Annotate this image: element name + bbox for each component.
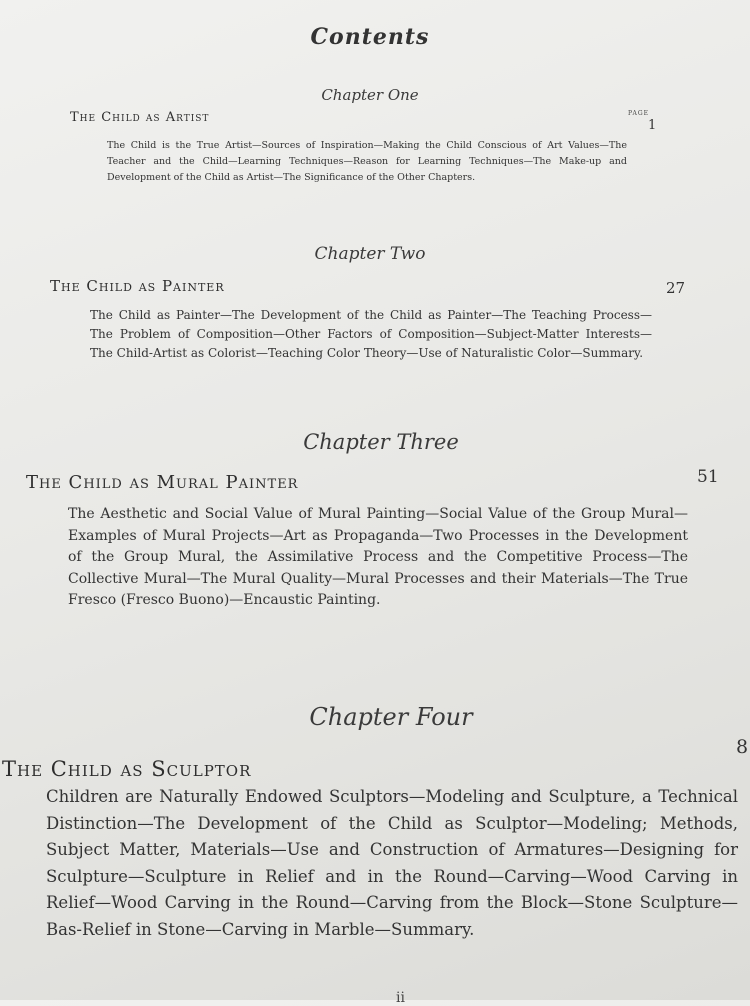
page-title: Contents	[310, 24, 430, 50]
chapter-three-title: The Child as Mural Painter	[26, 472, 299, 493]
chapter-two-title: The Child as Painter	[50, 277, 225, 295]
chapter-four-title: The Child as Sculptor	[2, 757, 252, 781]
chapter-four-summary: Children are Naturally Endowed Sculptors—Modeling and Sculpture, a Technical Distinction—The Development of the Child as Sculptor—Modeling; Methods, Subject Matter, Materials—Use and Construction of Armatures—Designing for Sculpture—Sculpture in Relief and in the Round—Carving—Wood Carving in Relief—Wood Carving in the Round—Carving from the Block—Stone Sculpture—Bas-Relief in Stone—Carving in Marble—Summary.	[46, 787, 738, 939]
chapter-two-heading: Chapter Two	[314, 244, 426, 264]
chapter-three-page: 51	[697, 467, 719, 487]
page-number-footer: ii	[396, 990, 405, 1006]
chapter-three-summary: The Aesthetic and Social Value of Mural Painting—Social Value of the Group Mural—Examples of Mural Projects—Art as Propaganda—Two Processes in the Development of the Group Mural, the Assimilative Process and the Competitive Process—The Collective Mural—The Mural Quality—Mural Processes and their Materials—The True Fresco (Fresco Buono)—Encaustic Painting.	[68, 506, 688, 608]
chapter-two-summary: The Child as Painter—The Development of the Child as Painter—The Teaching Process—The Problem of Composition—Other Factors of Composition—Subject-Matter Interests—The Child-Artist as Colorist—Teaching Color Theory—Use of Naturalistic Color—Summary.	[90, 308, 652, 360]
chapter-one-page: 1	[648, 118, 657, 133]
page-column-label: PAGE	[628, 110, 649, 117]
chapter-three-heading: Chapter Three	[303, 430, 459, 454]
chapter-four-page: 8	[736, 736, 749, 758]
chapter-one-title: The Child as Artist	[70, 110, 210, 125]
chapter-one-heading: Chapter One	[321, 86, 419, 104]
chapter-two-page: 27	[666, 279, 686, 297]
chapter-four-heading: Chapter Four	[309, 703, 473, 731]
chapter-one-summary: The Child is the True Artist—Sources of Inspiration—Making the Child Conscious of Art Values—The Teacher and the Child—Learning Techniques—Reason for Learning Techniques—The Make-up and Development of the Child as Artist—The Significance of the Other Chapters.	[107, 140, 627, 183]
